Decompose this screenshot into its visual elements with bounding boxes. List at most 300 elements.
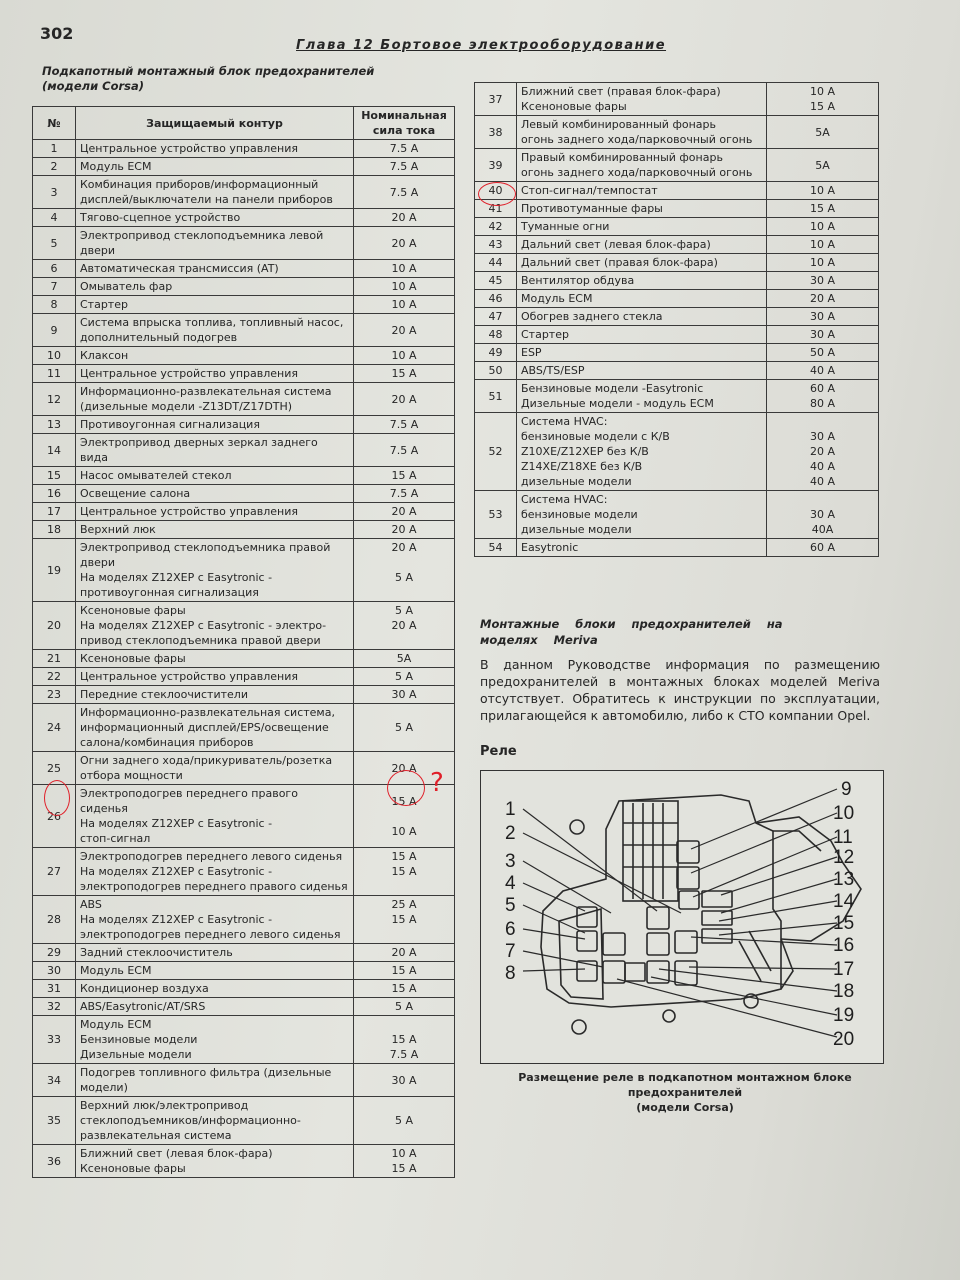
table-row xyxy=(475,254,879,272)
fuse-circuit xyxy=(517,218,767,236)
fuse-circuit xyxy=(517,182,767,200)
circuit-line: Модуль ECM xyxy=(80,964,152,977)
fuse-rating xyxy=(767,290,879,308)
relay-label-3: 3 xyxy=(505,851,516,872)
rating-value: 15 A xyxy=(391,1162,417,1175)
fuse-number: 48 xyxy=(475,326,517,344)
fuse-circuit xyxy=(76,752,354,785)
fuse-number: 23 xyxy=(33,686,76,704)
rating-value xyxy=(358,1017,450,1032)
circuit-line: бензиновые модели с К/В xyxy=(521,430,670,443)
circuit-line: Центральное устройство управления xyxy=(80,142,298,155)
fuse-number: 14 xyxy=(33,434,76,467)
circuit-line: Комбинация приборов/информационный xyxy=(80,178,319,191)
circuit-line: огонь заднего хода/парковочный огонь xyxy=(521,133,753,146)
rating-value: 20 A xyxy=(391,946,417,959)
fuse-circuit xyxy=(76,434,354,467)
fuse-rating xyxy=(354,467,455,485)
relay-label-17: 17 xyxy=(833,959,855,980)
relay-label-20: 20 xyxy=(833,1029,855,1050)
table-row xyxy=(33,140,455,158)
rating-value: 15 A xyxy=(391,850,417,863)
circuit-line: Система впрыска топлива, топливный насос, xyxy=(80,316,344,329)
fuse-rating xyxy=(767,236,879,254)
fuse-number: 13 xyxy=(33,416,76,434)
circuit-line: Ксеноновые фары xyxy=(80,604,186,617)
fuse-number: 35 xyxy=(33,1097,76,1145)
fuse-circuit xyxy=(517,200,767,218)
circuit-line: дизельные модели xyxy=(521,523,632,536)
fuse-circuit xyxy=(76,521,354,539)
circuit-line: стоп-сигнал xyxy=(80,832,151,845)
circuit-line: Дизельные модели - модуль ECM xyxy=(521,397,714,410)
relay-diagram xyxy=(481,771,883,1063)
circuit-line: салона/комбинация приборов xyxy=(80,736,254,749)
handwritten-question-mark: ? xyxy=(430,768,444,798)
circuit-line: На моделях Z12XEP с Easytronic - xyxy=(80,865,273,878)
table-row xyxy=(33,260,455,278)
rating-value xyxy=(771,492,874,507)
fuse-number: 49 xyxy=(475,344,517,362)
circuit-line: Кондиционер воздуха xyxy=(80,982,209,995)
fuse-circuit xyxy=(76,980,354,998)
fuse-number: 26 xyxy=(33,785,76,848)
fuse-rating xyxy=(354,998,455,1016)
fuse-rating xyxy=(354,1064,455,1097)
fuse-rating xyxy=(354,1145,455,1178)
fuse-circuit xyxy=(76,176,354,209)
circuit-line: Огни заднего хода/прикуриватель/розетка xyxy=(80,754,333,767)
relay-label-14: 14 xyxy=(833,891,855,912)
rating-value: 7.5 A xyxy=(389,160,419,173)
section-title-line1: Подкапотный монтажный блок предохранителей xyxy=(42,64,375,78)
rating-value: 40A xyxy=(811,523,834,536)
fuse-rating xyxy=(354,962,455,980)
table-row xyxy=(33,980,455,998)
rating-value: 30 A xyxy=(809,310,836,323)
relay-label-4: 4 xyxy=(505,873,516,894)
table-row xyxy=(475,149,879,182)
fuse-circuit xyxy=(76,227,354,260)
relay-label-10: 10 xyxy=(833,803,855,824)
fuse-rating xyxy=(767,116,879,149)
rating-value: 5A xyxy=(815,125,830,139)
fuse-rating xyxy=(767,218,879,236)
table-row xyxy=(33,434,455,467)
table-row xyxy=(475,539,879,557)
rating-value xyxy=(771,414,874,429)
circuit-line: Модуль ECM xyxy=(80,160,152,173)
fuse-number: 38 xyxy=(475,116,517,149)
rating-value xyxy=(358,809,450,824)
rating-value: 15 A xyxy=(391,469,417,482)
rating-value: 20 A xyxy=(391,505,417,518)
rating-value: 15 A xyxy=(809,202,836,215)
circuit-line: Электропривод стеклоподъемника правой xyxy=(80,541,331,554)
circuit-line: Освещение салона xyxy=(80,487,191,500)
fuse-rating xyxy=(767,308,879,326)
header-current-line2: сила тока xyxy=(372,124,436,137)
relay-figure xyxy=(480,770,884,1064)
table-row xyxy=(475,83,879,116)
fuse-circuit xyxy=(517,326,767,344)
fuse-number: 25 xyxy=(33,752,76,785)
fuse-rating xyxy=(767,182,879,200)
fuse-rating xyxy=(354,650,455,668)
fuse-rating xyxy=(354,602,455,650)
fuse-number: 37 xyxy=(475,83,517,116)
fuse-rating xyxy=(354,521,455,539)
header-current xyxy=(354,107,455,140)
fuse-number: 29 xyxy=(33,944,76,962)
red-circle-20a xyxy=(387,770,425,806)
table-row xyxy=(475,272,879,290)
rating-value: 10 A xyxy=(391,824,417,838)
circuit-line: Электроподогрев переднего левого сиденья xyxy=(80,850,343,863)
fuse-rating xyxy=(354,668,455,686)
table-row xyxy=(33,314,455,347)
table-row xyxy=(33,539,455,602)
fuse-circuit xyxy=(76,296,354,314)
fuse-circuit xyxy=(517,539,767,557)
fuse-rating xyxy=(354,896,455,944)
fuse-rating xyxy=(354,365,455,383)
fuse-circuit xyxy=(517,149,767,182)
circuit-line: Центральное устройство управления xyxy=(80,505,298,518)
fuse-rating xyxy=(767,254,879,272)
table-row xyxy=(33,1145,455,1178)
fuse-circuit xyxy=(76,365,354,383)
fuse-table-left xyxy=(32,106,455,1178)
circuit-line: Омыватель фар xyxy=(80,280,173,293)
table-row xyxy=(33,227,455,260)
circuit-line: Модуль ECM xyxy=(521,292,593,305)
fuse-circuit xyxy=(76,485,354,503)
fuse-circuit xyxy=(76,260,354,278)
fuse-circuit xyxy=(76,314,354,347)
fuse-number: 5 xyxy=(33,227,76,260)
fuse-rating xyxy=(354,686,455,704)
rating-value: 15 A xyxy=(391,865,417,878)
section-title-line2: (модели Corsa) xyxy=(42,79,145,93)
rating-value: 10 A xyxy=(391,280,417,293)
circuit-line: двери xyxy=(80,244,115,257)
circuit-line: модели) xyxy=(80,1081,128,1094)
fuse-rating xyxy=(354,314,455,347)
rating-value: 15 A xyxy=(391,964,417,977)
fuse-number: 32 xyxy=(33,998,76,1016)
table-row xyxy=(475,182,879,200)
circuit-line: Ксеноновые фары xyxy=(80,652,186,665)
rating-value: 15 A xyxy=(809,100,836,113)
fuse-circuit xyxy=(517,272,767,290)
fuse-circuit xyxy=(76,140,354,158)
fuse-rating xyxy=(767,413,879,491)
fuse-rating xyxy=(354,434,455,467)
circuit-line: электроподогрев переднего правого сиденья xyxy=(80,880,348,893)
fuse-number: 22 xyxy=(33,668,76,686)
table-row xyxy=(33,896,455,944)
fuse-circuit xyxy=(76,347,354,365)
fuse-number: 9 xyxy=(33,314,76,347)
rating-value: 7.5 A xyxy=(389,487,419,500)
circuit-line: ABS xyxy=(80,898,102,911)
rating-value: 5 A xyxy=(394,721,414,734)
fuse-rating xyxy=(354,140,455,158)
circuit-line: На моделях Z12XEP с Easytronic - xyxy=(80,571,273,584)
rating-value: 20 A xyxy=(391,392,417,406)
figure-caption-line2: (модели Corsa) xyxy=(636,1101,734,1114)
circuit-line: двери xyxy=(80,556,115,569)
table-row xyxy=(33,686,455,704)
fuse-number: 36 xyxy=(33,1145,76,1178)
fuse-circuit xyxy=(517,413,767,491)
relay-label-8: 8 xyxy=(505,963,516,984)
circuit-line: Автоматическая трансмиссия (AT) xyxy=(80,262,279,275)
fuse-circuit xyxy=(76,848,354,896)
fuse-rating xyxy=(354,944,455,962)
fuse-number: 7 xyxy=(33,278,76,296)
rating-value: 7.5 A xyxy=(389,418,419,431)
fuse-rating xyxy=(767,272,879,290)
circuit-line: дополнительный подогрев xyxy=(80,331,238,344)
fuse-circuit xyxy=(517,491,767,539)
fuse-circuit xyxy=(76,602,354,650)
fuse-number: 47 xyxy=(475,308,517,326)
relay-heading: Реле xyxy=(480,744,517,759)
table-row xyxy=(33,944,455,962)
circuit-line: Easytronic xyxy=(521,541,579,554)
table-row xyxy=(475,491,879,539)
fuse-number: 31 xyxy=(33,980,76,998)
rating-value: 60 A xyxy=(809,541,836,554)
table-row xyxy=(33,1097,455,1145)
header-circuit: Защищаемый контур xyxy=(76,107,354,140)
rating-value: 50 A xyxy=(809,346,836,359)
circuit-line: Вентилятор обдува xyxy=(521,274,635,287)
rating-value: 20 A xyxy=(391,761,417,775)
rating-value: 5 A xyxy=(394,571,414,584)
fuse-number: 41 xyxy=(475,200,517,218)
relay-label-1: 1 xyxy=(505,799,516,820)
table-row xyxy=(475,413,879,491)
circuit-line: Система HVAC: xyxy=(521,493,608,506)
table-row xyxy=(475,218,879,236)
fuse-rating xyxy=(354,1016,455,1064)
fuse-rating xyxy=(354,347,455,365)
circuit-line: Дальний свет (левая блок-фара) xyxy=(521,238,711,251)
fuse-rating xyxy=(354,209,455,227)
rating-value: 5A xyxy=(396,652,412,665)
rating-value xyxy=(358,927,450,942)
fuse-circuit xyxy=(76,704,354,752)
fuse-number: 30 xyxy=(33,962,76,980)
relay-label-19: 19 xyxy=(833,1005,855,1026)
table-row xyxy=(33,365,455,383)
rating-value: 10 A xyxy=(391,262,417,275)
fuse-rating xyxy=(767,380,879,413)
table-row xyxy=(33,521,455,539)
fuse-circuit xyxy=(517,380,767,413)
fuse-rating xyxy=(354,260,455,278)
rating-value: 30 A xyxy=(391,1073,417,1087)
table-row xyxy=(475,380,879,413)
fuse-rating xyxy=(354,176,455,209)
rating-value: 20 A xyxy=(391,323,417,337)
rating-value: 10 A xyxy=(809,256,836,269)
table-header-row xyxy=(33,107,455,140)
circuit-line: Подогрев топливного фильтра (дизельные xyxy=(80,1066,332,1079)
circuit-line: Бензиновые модели -Easytronic xyxy=(521,382,704,395)
circuit-line: Центральное устройство управления xyxy=(80,670,298,683)
circuit-line: отбора мощности xyxy=(80,769,183,782)
table-row xyxy=(33,650,455,668)
fuse-rating xyxy=(354,227,455,260)
fuse-circuit xyxy=(76,383,354,416)
circuit-line: дизельные модели xyxy=(521,475,632,488)
red-circle-fuse-40 xyxy=(478,182,516,206)
relay-block-outline xyxy=(541,795,861,1034)
circuit-line: бензиновые модели xyxy=(521,508,638,521)
circuit-line: Электроподогрев переднего правого сиденья xyxy=(80,787,298,815)
fuse-number: 3 xyxy=(33,176,76,209)
rating-value: 20 A xyxy=(809,292,836,305)
fuse-rating xyxy=(354,383,455,416)
circuit-line: Насос омывателей стекол xyxy=(80,469,232,482)
rating-value: 40 A xyxy=(809,364,836,377)
rating-value: 15 A xyxy=(391,913,417,926)
fuse-circuit xyxy=(76,944,354,962)
fuse-rating xyxy=(767,491,879,539)
circuit-line: Ближний свет (левая блок-фара) xyxy=(80,1147,273,1160)
table-row xyxy=(475,326,879,344)
circuit-line: Информационно-развлекательная система, xyxy=(80,706,335,719)
rating-value: 10 A xyxy=(809,85,836,98)
fuse-rating xyxy=(354,416,455,434)
circuit-line: Бензиновые модели xyxy=(80,1033,198,1046)
rating-value: 25 A xyxy=(391,898,417,911)
rating-value: 15 A xyxy=(391,794,417,808)
page-number: 302 xyxy=(40,24,74,43)
circuit-line: Тягово-сцепное устройство xyxy=(80,211,241,224)
header-num: № xyxy=(33,107,76,140)
circuit-line: ABS/Easytronic/AT/SRS xyxy=(80,1000,206,1013)
rating-value: 7.5 A xyxy=(389,1048,419,1061)
circuit-line: Туманные огни xyxy=(521,220,610,233)
fuse-number: 52 xyxy=(475,413,517,491)
fuse-circuit xyxy=(76,539,354,602)
fuse-circuit xyxy=(76,416,354,434)
circuit-line: На моделях Z12XEP с Easytronic - xyxy=(80,817,273,830)
meriva-section-title: Монтажные блоки предохранителей на моделях Meriva xyxy=(480,617,783,647)
rating-value: 30 A xyxy=(391,688,417,701)
circuit-line: Задний стеклоочиститель xyxy=(80,946,233,959)
fuse-circuit xyxy=(517,344,767,362)
fuse-rating xyxy=(767,326,879,344)
table-row xyxy=(33,485,455,503)
fuse-number: 12 xyxy=(33,383,76,416)
circuit-line: Ксеноновые фары xyxy=(80,1162,186,1175)
circuit-line: электроподогрев переднего левого сиденья xyxy=(80,928,341,941)
fuse-circuit xyxy=(517,254,767,272)
rating-value: 30 A xyxy=(809,508,836,521)
table-row xyxy=(33,278,455,296)
table-row xyxy=(33,467,455,485)
circuit-line: информационный дисплей/EPS/освещение xyxy=(80,721,329,734)
relay-label-16: 16 xyxy=(833,935,855,956)
circuit-line: Стартер xyxy=(80,298,128,311)
circuit-line: Электропривод дверных зеркал заднего вида xyxy=(80,436,318,464)
fuse-number: 16 xyxy=(33,485,76,503)
fuse-number: 28 xyxy=(33,896,76,944)
circuit-line: Z10XE/Z12XEP без К/В xyxy=(521,445,649,458)
relay-label-15: 15 xyxy=(833,913,855,934)
fuse-circuit xyxy=(517,290,767,308)
fuse-rating xyxy=(354,503,455,521)
rating-value: 5 A xyxy=(394,1000,414,1013)
table-row xyxy=(33,704,455,752)
fuse-rating xyxy=(354,158,455,176)
relay-label-18: 18 xyxy=(833,981,855,1002)
circuit-line: привод стеклоподъемника правой двери xyxy=(80,634,321,647)
fuse-number: 20 xyxy=(33,602,76,650)
table-row xyxy=(475,116,879,149)
rating-value: 10 A xyxy=(809,220,836,233)
rating-value: 20 A xyxy=(391,541,417,554)
fuse-circuit xyxy=(76,1016,354,1064)
fuse-rating xyxy=(354,278,455,296)
fuse-circuit xyxy=(76,998,354,1016)
rating-value: 7.5 A xyxy=(389,185,419,199)
fuse-rating xyxy=(354,539,455,602)
fuse-number: 11 xyxy=(33,365,76,383)
circuit-line: Верхний люк/электропривод xyxy=(80,1099,249,1112)
circuit-line: развлекательная система xyxy=(80,1129,232,1142)
table-row xyxy=(33,158,455,176)
rating-value: 20 A xyxy=(391,236,417,250)
fuse-rating xyxy=(354,704,455,752)
fuse-number: 1 xyxy=(33,140,76,158)
fuse-number: 2 xyxy=(33,158,76,176)
circuit-line: Система HVAC: xyxy=(521,415,608,428)
circuit-line: ESP xyxy=(521,346,542,359)
table-row xyxy=(475,344,879,362)
table-row xyxy=(33,962,455,980)
fuse-circuit xyxy=(76,278,354,296)
circuit-line: Z14XE/Z18XE без К/В xyxy=(521,460,643,473)
rating-value: 60 A xyxy=(809,382,836,395)
rating-value: 30 A xyxy=(809,430,836,443)
rating-value: 5A xyxy=(815,158,830,172)
fuse-circuit xyxy=(76,1145,354,1178)
relay-label-9: 9 xyxy=(841,779,852,800)
fuse-circuit xyxy=(76,962,354,980)
fuse-circuit xyxy=(76,668,354,686)
rating-value: 20 A xyxy=(809,445,836,458)
table-row xyxy=(33,296,455,314)
relay-label-6: 6 xyxy=(505,919,516,940)
circuit-line: Ближний свет (правая блок-фара) xyxy=(521,85,721,98)
fuse-circuit xyxy=(76,1064,354,1097)
fuse-circuit xyxy=(76,158,354,176)
circuit-line: Обогрев заднего стекла xyxy=(521,310,663,323)
fuse-number: 53 xyxy=(475,491,517,539)
relay-label-13: 13 xyxy=(833,869,855,890)
fuse-number: 8 xyxy=(33,296,76,314)
fuse-number: 33 xyxy=(33,1016,76,1064)
circuit-line: противоугонная сигнализация xyxy=(80,586,259,599)
rating-value: 20 A xyxy=(391,523,417,536)
